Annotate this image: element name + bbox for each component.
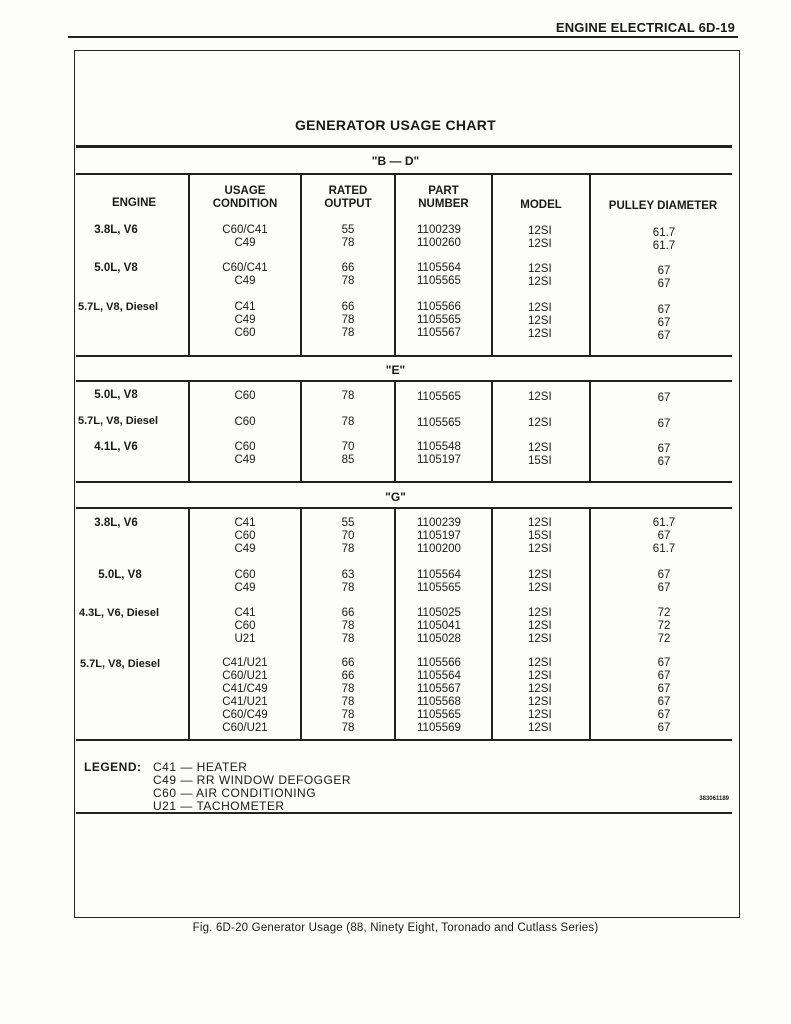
- legend-item: C41 — HEATER: [153, 760, 248, 774]
- legend-item: C60 — AIR CONDITIONING: [153, 786, 317, 800]
- usage-cell: C60/C41 C49: [222, 262, 268, 287]
- part-cell: 1105025 1105041 1105028: [417, 607, 461, 645]
- rule-g-top: [76, 481, 732, 483]
- pulley-cell: 67 67: [657, 443, 671, 468]
- model-cell: 12SI 15SI: [528, 442, 552, 467]
- part-cell: 1100239 1100260: [417, 224, 461, 249]
- col-header-rated: RATED OUTPUT: [324, 185, 372, 210]
- model-cell: 12SI 12SI 12SI: [528, 302, 552, 340]
- model-cell: 12SI 12SI: [528, 263, 552, 288]
- engine-cell: 5.7L, V8, Diesel: [78, 415, 159, 427]
- col-divider: [491, 382, 493, 481]
- pulley-cell: 67 67: [657, 569, 671, 594]
- col-header-engine: ENGINE: [111, 197, 157, 209]
- rated-cell: 78: [341, 416, 355, 428]
- figure-code: 383061189: [699, 796, 729, 802]
- col-divider: [491, 509, 493, 739]
- model-cell: 12SI 15SI 12SI: [528, 517, 552, 555]
- pulley-cell: 67 67: [657, 265, 671, 290]
- legend-label: LEGEND:: [84, 760, 142, 774]
- rule-e-bottom: [76, 380, 732, 382]
- usage-cell: C60: [234, 390, 256, 402]
- col-header-part: PART NUMBER: [418, 185, 469, 210]
- engine-cell: 4.3L, V6, Diesel: [79, 607, 160, 619]
- model-cell: 12SI 12SI: [528, 225, 552, 250]
- usage-cell: C60: [234, 416, 256, 428]
- part-cell: 1105548 1105197: [417, 441, 461, 466]
- rule-g-bottom: [76, 507, 732, 509]
- rated-cell: 66 78 78: [341, 301, 355, 339]
- model-cell: 12SI: [528, 417, 552, 429]
- usage-cell: C41 C60 C49: [234, 517, 256, 555]
- model-cell: 12SI 12SI 12SI: [528, 607, 552, 645]
- engine-cell: 5.0L, V8: [94, 262, 138, 274]
- section-label-e: "E": [385, 363, 406, 377]
- rule-bd-bottom: [76, 173, 732, 175]
- section-label-bd: "B — D": [371, 154, 420, 168]
- figure-caption: Fig. 6D-20 Generator Usage (88, Ninety Eight, Toronado and Cutlass Series): [192, 922, 599, 934]
- header-rule: [68, 36, 738, 38]
- chart-title: GENERATOR USAGE CHART: [294, 117, 496, 133]
- col-header-model: MODEL: [520, 199, 562, 211]
- model-cell: 12SI: [528, 391, 552, 403]
- part-cell: 1105566 1105565 1105567: [417, 301, 461, 339]
- pulley-cell: 61.7 67 61.7: [652, 517, 676, 555]
- usage-cell: C41/U21 C60/U21 C41/C49 C41/U21 C60/C49 C60/U21: [222, 657, 268, 734]
- engine-cell: 3.8L, V6: [94, 224, 138, 236]
- legend-item: U21 — TACHOMETER: [153, 799, 285, 813]
- col-divider: [394, 509, 396, 739]
- rated-cell: 66 78 78: [341, 607, 355, 645]
- usage-cell: C41 C60 U21: [234, 607, 256, 645]
- page-header-title: ENGINE ELECTRICAL 6D-19: [555, 20, 735, 35]
- rule-top: [76, 145, 732, 148]
- part-cell: 1105565: [417, 391, 461, 403]
- rated-cell: 66 78: [341, 262, 355, 287]
- part-cell: 1100239 1105197 1100200: [417, 517, 461, 555]
- usage-cell: C41 C49 C60: [234, 301, 256, 339]
- model-cell: 12SI 12SI 12SI 12SI 12SI 12SI: [528, 657, 552, 734]
- part-cell: 1105564 1105565: [417, 569, 461, 594]
- rated-cell: 66 66 78 78 78 78: [341, 657, 355, 734]
- rated-cell: 63 78: [341, 569, 355, 594]
- usage-cell: C60/C41 C49: [222, 224, 268, 249]
- pulley-cell: 67: [657, 392, 671, 404]
- pulley-cell: 67: [657, 418, 671, 430]
- pulley-cell: 61.7 61.7: [652, 227, 676, 252]
- engine-cell: 5.0L, V8: [94, 389, 138, 401]
- engine-cell: 3.8L, V6: [94, 517, 138, 529]
- pulley-cell: 67 67 67 67 67 67: [657, 657, 671, 734]
- col-header-pulley: PULLEY DIAMETER: [608, 200, 718, 212]
- section-label-g: "G": [385, 490, 406, 504]
- rated-cell: 70 85: [341, 441, 355, 466]
- part-cell: 1105564 1105565: [417, 262, 461, 287]
- rated-cell: 55 78: [341, 224, 355, 249]
- pulley-cell: 72 72 72: [657, 607, 671, 645]
- rule-table-bottom: [76, 739, 732, 741]
- rated-cell: 55 70 78: [341, 517, 355, 555]
- engine-cell: 5.7L, V8, Diesel: [80, 658, 161, 670]
- engine-cell: 5.7L, V8, Diesel: [78, 301, 159, 313]
- engine-cell: 4.1L, V6: [94, 441, 138, 453]
- pulley-cell: 67 67 67: [657, 304, 671, 342]
- rated-cell: 78: [341, 390, 355, 402]
- model-cell: 12SI 12SI: [528, 569, 552, 594]
- col-header-usage: USAGE CONDITION: [212, 185, 278, 210]
- part-cell: 1105565: [417, 417, 461, 429]
- col-divider: [394, 382, 396, 481]
- part-cell: 1105566 1105564 1105567 1105568 1105565 1105569: [417, 657, 461, 734]
- engine-cell: 5.0L, V8: [98, 569, 142, 581]
- usage-cell: C60 C49: [234, 569, 256, 594]
- usage-cell: C60 C49: [234, 441, 256, 466]
- legend-item: C49 — RR WINDOW DEFOGGER: [153, 773, 352, 787]
- rule-e-top: [76, 355, 732, 357]
